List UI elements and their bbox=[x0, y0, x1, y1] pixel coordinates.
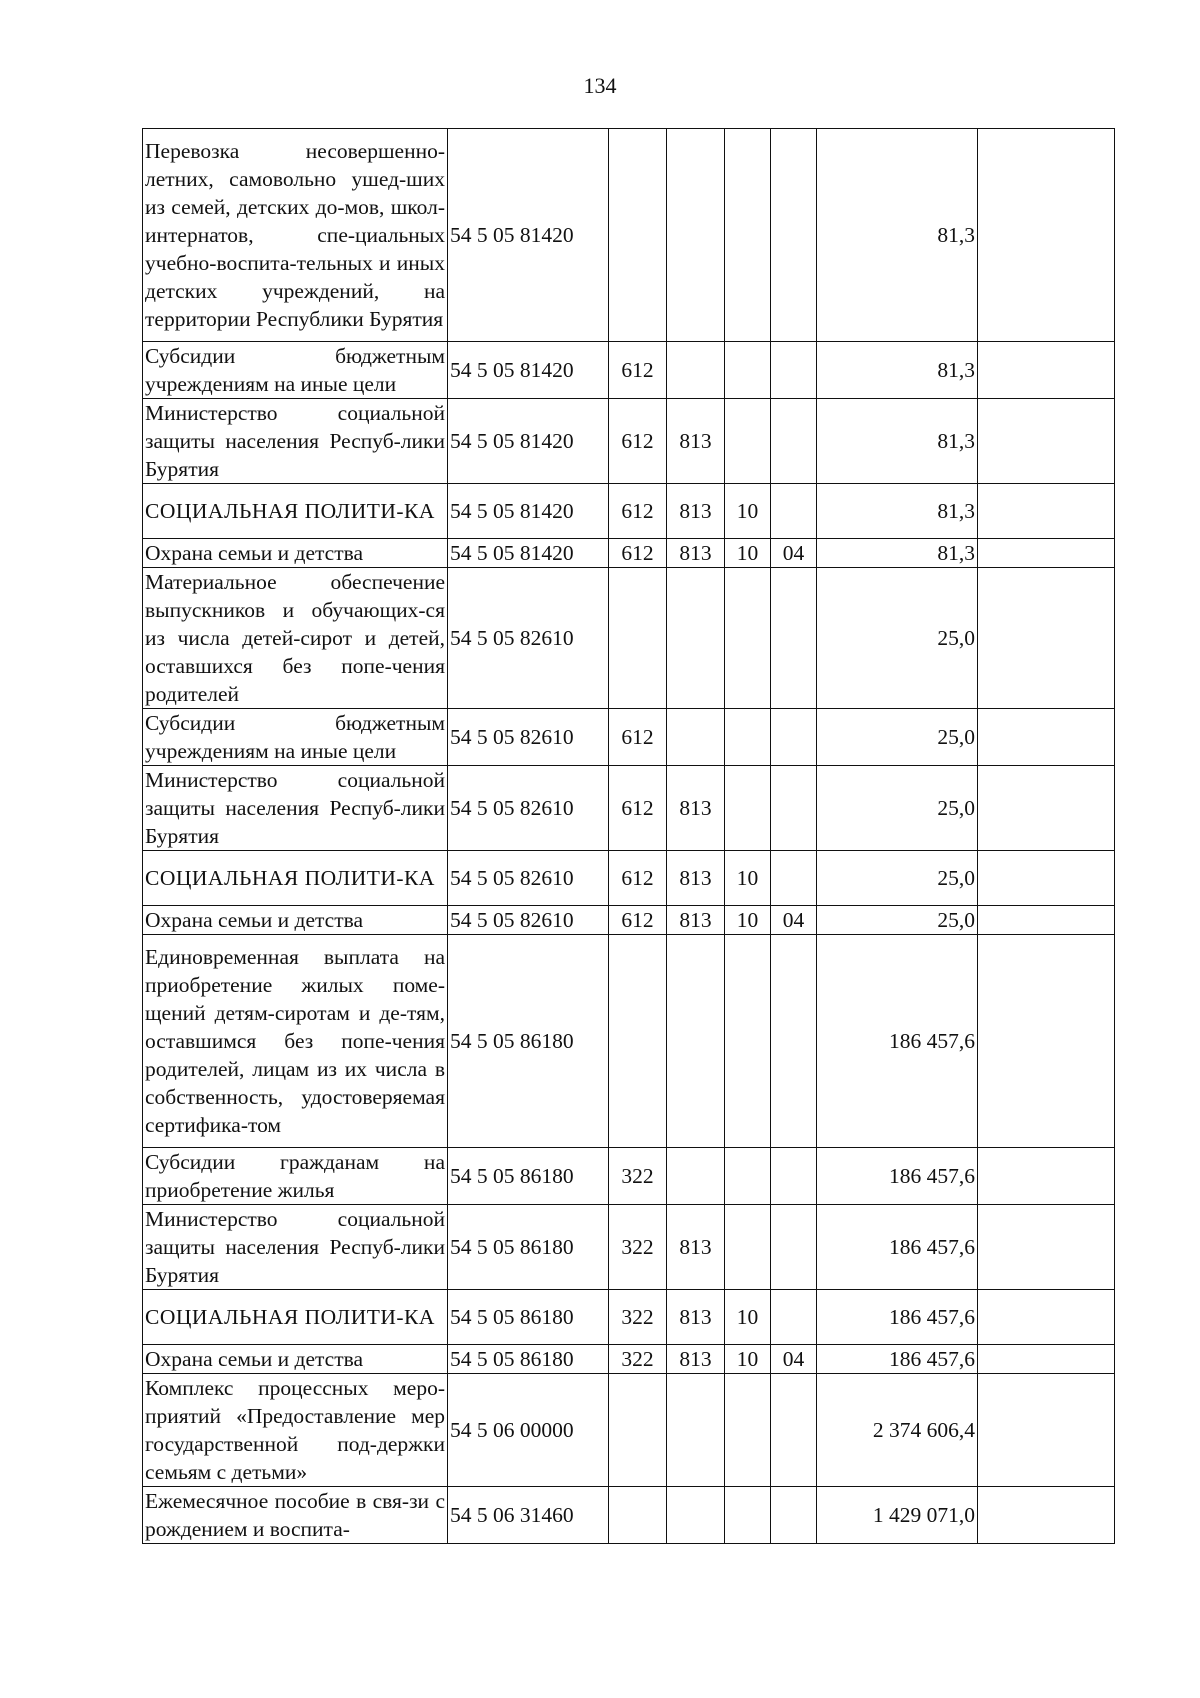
table-row bbox=[143, 1289, 1115, 1344]
row-extra-cell bbox=[978, 1147, 1115, 1204]
table-row bbox=[143, 567, 1115, 708]
row-expense-type-cell bbox=[609, 129, 667, 342]
row-csr-code-cell: 54 5 05 86180 bbox=[448, 1289, 609, 1344]
row-extra-cell bbox=[978, 1486, 1115, 1543]
row-expense-type-cell bbox=[609, 934, 667, 1147]
row-amount-cell: 186 457,6 bbox=[817, 934, 978, 1147]
table-row bbox=[143, 1204, 1115, 1289]
row-csr-code-cell: 54 5 06 31460 bbox=[448, 1486, 609, 1543]
row-amount-cell: 25,0 bbox=[817, 905, 978, 934]
row-amount-cell: 2 374 606,4 bbox=[817, 1373, 978, 1486]
row-name-cell: Комплекс процессных меро-приятий «Предоставление мер государственной под-держки семьям с детьми» bbox=[143, 1373, 448, 1486]
row-section-cell bbox=[725, 129, 771, 342]
row-name-cell: Министерство социальной защиты населения Респуб-лики Бурятия bbox=[143, 765, 448, 850]
budget-table-body bbox=[143, 129, 1115, 1544]
table-row bbox=[143, 1486, 1115, 1543]
page-number: 134 bbox=[583, 73, 617, 98]
row-expense-type-cell: 612 bbox=[609, 538, 667, 567]
row-subsection-cell bbox=[771, 1204, 817, 1289]
row-expense-type-cell: 612 bbox=[609, 850, 667, 905]
row-subsection-cell bbox=[771, 1147, 817, 1204]
row-section-cell: 10 bbox=[725, 850, 771, 905]
row-name-cell: Ежемесячное пособие в свя-зи с рождением и воспита- bbox=[143, 1486, 448, 1543]
row-amount-cell: 81,3 bbox=[817, 484, 978, 539]
row-expense-type-cell: 612 bbox=[609, 399, 667, 484]
row-csr-code-cell: 54 5 05 82610 bbox=[448, 850, 609, 905]
row-extra-cell bbox=[978, 567, 1115, 708]
row-amount-cell: 186 457,6 bbox=[817, 1344, 978, 1373]
row-ministry-code-cell bbox=[667, 1147, 725, 1204]
row-section-cell bbox=[725, 708, 771, 765]
row-name-cell: СОЦИАЛЬНАЯ ПОЛИТИ-КА bbox=[143, 850, 448, 905]
row-subsection-cell bbox=[771, 1289, 817, 1344]
row-name-cell: Субсидии бюджетным учреждениям на иные цели bbox=[143, 708, 448, 765]
row-name-cell: Субсидии гражданам на приобретение жилья bbox=[143, 1147, 448, 1204]
row-ministry-code-cell: 813 bbox=[667, 399, 725, 484]
row-subsection-cell: 04 bbox=[771, 1344, 817, 1373]
row-name-cell: Единовременная выплата на приобретение жилых поме-щений детям-сиротам и де-тям, оставшимся без попе-чения родителей, лицам из их числа в собственность, удостоверяемая сертифика-том bbox=[143, 934, 448, 1147]
row-csr-code-cell: 54 5 05 86180 bbox=[448, 1344, 609, 1373]
table-row bbox=[143, 129, 1115, 342]
row-amount-cell: 1 429 071,0 bbox=[817, 1486, 978, 1543]
row-name-cell: Материальное обеспечение выпускников и обучающих-ся из числа детей-сирот и детей, оставшихся без попе-чения родителей bbox=[143, 567, 448, 708]
row-csr-code-cell: 54 5 05 82610 bbox=[448, 905, 609, 934]
row-name-cell: Субсидии бюджетным учреждениям на иные цели bbox=[143, 342, 448, 399]
row-subsection-cell bbox=[771, 399, 817, 484]
row-ministry-code-cell: 813 bbox=[667, 905, 725, 934]
row-section-cell bbox=[725, 1147, 771, 1204]
row-expense-type-cell: 322 bbox=[609, 1204, 667, 1289]
row-expense-type-cell: 322 bbox=[609, 1147, 667, 1204]
row-amount-cell: 81,3 bbox=[817, 538, 978, 567]
row-extra-cell bbox=[978, 765, 1115, 850]
row-csr-code-cell: 54 5 06 00000 bbox=[448, 1373, 609, 1486]
row-extra-cell bbox=[978, 399, 1115, 484]
row-ministry-code-cell bbox=[667, 567, 725, 708]
row-amount-cell: 186 457,6 bbox=[817, 1147, 978, 1204]
table-row bbox=[143, 538, 1115, 567]
row-section-cell: 10 bbox=[725, 484, 771, 539]
row-ministry-code-cell: 813 bbox=[667, 765, 725, 850]
row-expense-type-cell: 612 bbox=[609, 342, 667, 399]
row-section-cell: 10 bbox=[725, 905, 771, 934]
table-row bbox=[143, 708, 1115, 765]
row-extra-cell bbox=[978, 1289, 1115, 1344]
row-extra-cell bbox=[978, 538, 1115, 567]
row-expense-type-cell: 612 bbox=[609, 708, 667, 765]
row-subsection-cell bbox=[771, 1373, 817, 1486]
row-expense-type-cell: 612 bbox=[609, 484, 667, 539]
row-subsection-cell bbox=[771, 1486, 817, 1543]
row-section-cell bbox=[725, 399, 771, 484]
row-csr-code-cell: 54 5 05 81420 bbox=[448, 129, 609, 342]
row-section-cell: 10 bbox=[725, 1344, 771, 1373]
row-ministry-code-cell bbox=[667, 342, 725, 399]
row-expense-type-cell bbox=[609, 1486, 667, 1543]
row-ministry-code-cell: 813 bbox=[667, 1204, 725, 1289]
row-expense-type-cell: 612 bbox=[609, 905, 667, 934]
row-csr-code-cell: 54 5 05 81420 bbox=[448, 484, 609, 539]
row-name-cell: Охрана семьи и детства bbox=[143, 905, 448, 934]
row-name-cell: СОЦИАЛЬНАЯ ПОЛИТИ-КА bbox=[143, 484, 448, 539]
table-row bbox=[143, 1373, 1115, 1486]
row-section-cell bbox=[725, 1373, 771, 1486]
row-expense-type-cell: 322 bbox=[609, 1289, 667, 1344]
table-row bbox=[143, 934, 1115, 1147]
row-section-cell: 10 bbox=[725, 1289, 771, 1344]
table-row bbox=[143, 399, 1115, 484]
row-extra-cell bbox=[978, 934, 1115, 1147]
table-row bbox=[143, 342, 1115, 399]
row-amount-cell: 81,3 bbox=[817, 129, 978, 342]
row-ministry-code-cell bbox=[667, 1486, 725, 1543]
row-expense-type-cell: 322 bbox=[609, 1344, 667, 1373]
row-ministry-code-cell bbox=[667, 1373, 725, 1486]
table-row bbox=[143, 765, 1115, 850]
row-section-cell bbox=[725, 765, 771, 850]
row-expense-type-cell bbox=[609, 1373, 667, 1486]
row-csr-code-cell: 54 5 05 86180 bbox=[448, 1204, 609, 1289]
row-name-cell: Охрана семьи и детства bbox=[143, 538, 448, 567]
row-csr-code-cell: 54 5 05 82610 bbox=[448, 765, 609, 850]
row-subsection-cell bbox=[771, 765, 817, 850]
row-subsection-cell: 04 bbox=[771, 538, 817, 567]
row-subsection-cell bbox=[771, 342, 817, 399]
row-section-cell bbox=[725, 1486, 771, 1543]
row-extra-cell bbox=[978, 342, 1115, 399]
row-section-cell bbox=[725, 934, 771, 1147]
table-row bbox=[143, 905, 1115, 934]
row-amount-cell: 25,0 bbox=[817, 708, 978, 765]
row-name-cell: Перевозка несовершенно-летних, самовольно ушед-ших из семей, детских до-мов, школ-интернатов, спе-циальных учебно-воспита-тельных и иных детских учреждений, на территории Республики Бурятия bbox=[143, 129, 448, 342]
row-ministry-code-cell bbox=[667, 934, 725, 1147]
row-extra-cell bbox=[978, 484, 1115, 539]
row-amount-cell: 25,0 bbox=[817, 567, 978, 708]
row-extra-cell bbox=[978, 129, 1115, 342]
row-section-cell bbox=[725, 567, 771, 708]
row-ministry-code-cell: 813 bbox=[667, 1289, 725, 1344]
table-row bbox=[143, 484, 1115, 539]
row-csr-code-cell: 54 5 05 81420 bbox=[448, 538, 609, 567]
row-subsection-cell bbox=[771, 934, 817, 1147]
row-extra-cell bbox=[978, 1373, 1115, 1486]
row-ministry-code-cell bbox=[667, 129, 725, 342]
row-ministry-code-cell bbox=[667, 708, 725, 765]
row-amount-cell: 25,0 bbox=[817, 765, 978, 850]
row-ministry-code-cell: 813 bbox=[667, 1344, 725, 1373]
row-extra-cell bbox=[978, 708, 1115, 765]
table-row bbox=[143, 850, 1115, 905]
row-csr-code-cell: 54 5 05 81420 bbox=[448, 399, 609, 484]
row-section-cell: 10 bbox=[725, 538, 771, 567]
row-amount-cell: 186 457,6 bbox=[817, 1289, 978, 1344]
row-csr-code-cell: 54 5 05 86180 bbox=[448, 1147, 609, 1204]
table-row bbox=[143, 1344, 1115, 1373]
row-extra-cell bbox=[978, 1344, 1115, 1373]
row-amount-cell: 81,3 bbox=[817, 342, 978, 399]
row-expense-type-cell bbox=[609, 567, 667, 708]
row-extra-cell bbox=[978, 850, 1115, 905]
row-csr-code-cell: 54 5 05 82610 bbox=[448, 567, 609, 708]
row-subsection-cell bbox=[771, 850, 817, 905]
row-expense-type-cell: 612 bbox=[609, 765, 667, 850]
row-name-cell: Министерство социальной защиты населения Респуб-лики Бурятия bbox=[143, 399, 448, 484]
row-csr-code-cell: 54 5 05 81420 bbox=[448, 342, 609, 399]
row-ministry-code-cell: 813 bbox=[667, 850, 725, 905]
row-section-cell bbox=[725, 1204, 771, 1289]
row-name-cell: Министерство социальной защиты населения Респуб-лики Бурятия bbox=[143, 1204, 448, 1289]
row-subsection-cell bbox=[771, 129, 817, 342]
row-name-cell: СОЦИАЛЬНАЯ ПОЛИТИ-КА bbox=[143, 1289, 448, 1344]
row-subsection-cell bbox=[771, 567, 817, 708]
row-section-cell bbox=[725, 342, 771, 399]
row-ministry-code-cell: 813 bbox=[667, 538, 725, 567]
row-extra-cell bbox=[978, 905, 1115, 934]
row-csr-code-cell: 54 5 05 82610 bbox=[448, 708, 609, 765]
row-amount-cell: 186 457,6 bbox=[817, 1204, 978, 1289]
row-amount-cell: 25,0 bbox=[817, 850, 978, 905]
row-ministry-code-cell: 813 bbox=[667, 484, 725, 539]
row-subsection-cell: 04 bbox=[771, 905, 817, 934]
row-amount-cell: 81,3 bbox=[817, 399, 978, 484]
row-subsection-cell bbox=[771, 708, 817, 765]
row-name-cell: Охрана семьи и детства bbox=[143, 1344, 448, 1373]
row-extra-cell bbox=[978, 1204, 1115, 1289]
row-subsection-cell bbox=[771, 484, 817, 539]
budget-table bbox=[142, 128, 1115, 1544]
table-row bbox=[143, 1147, 1115, 1204]
row-csr-code-cell: 54 5 05 86180 bbox=[448, 934, 609, 1147]
